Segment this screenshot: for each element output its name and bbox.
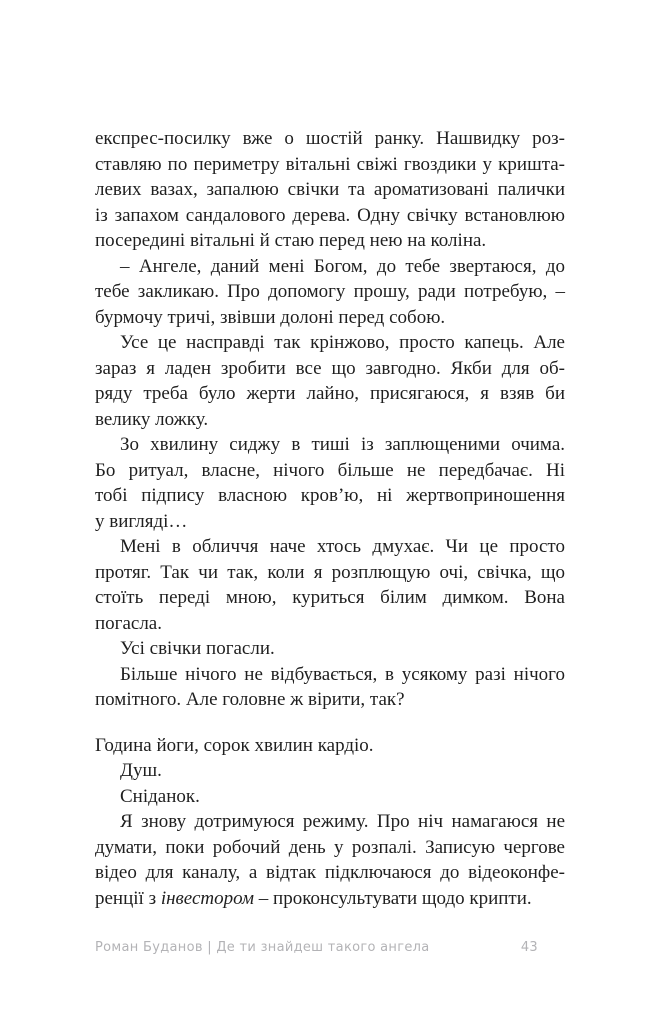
text-line: – Ангеле, даний мені Богом, до тебе звертаюся, до — [120, 255, 565, 277]
footer — [95, 940, 538, 955]
paragraph — [95, 254, 565, 331]
text-line: Я знову дотримуюся режиму. Про ніч намагаюся не — [120, 811, 565, 832]
page-number: 43 — [520, 940, 538, 955]
text-line: погасла. — [95, 612, 162, 634]
italic-term: інвестором — [160, 887, 255, 909]
text-line: бурмочу тричі, звівши долоні перед собою. — [95, 306, 446, 328]
paragraph — [95, 733, 565, 759]
text-line: Бо ритуал, власне, нічого більше не передбачає. Ні — [95, 459, 565, 481]
text-line: велику ложку. — [95, 408, 209, 430]
text-line: Зо хвилину сиджу в тиші із заплющеними очима. — [120, 434, 565, 455]
text-line: думати, поки робочий день у розпалі. Записую чергове — [95, 836, 565, 858]
paragraph — [95, 330, 565, 432]
text-line: експрес-посилку вже о шостій ранку. Нашвидку роз- — [95, 128, 565, 149]
text-line: тобі підпису власною кров’ю, ні жертвоприношення — [95, 485, 565, 506]
text-line: ряду треба було жерти лайно, присягаюся, я взяв би — [95, 383, 565, 404]
paragraph — [95, 809, 565, 911]
text-line: левих вазах, запалюю свічки та ароматизовані палички — [95, 179, 565, 200]
text-line: ренції з інвестором – проконсультувати щодо крипти. — [95, 887, 532, 909]
text-line: ставляю по периметру вітальні свіжі гвоздики у кришта- — [95, 153, 565, 175]
text-line: помітного. Але головне ж вірити, так? — [95, 689, 405, 710]
page-text — [95, 126, 565, 911]
paragraph — [95, 662, 565, 713]
text-line: у вигляді… — [95, 510, 188, 532]
paragraph — [95, 534, 565, 636]
text-line: протяг. Так чи так, коли я розплющую очі, свічка, що — [95, 561, 565, 583]
text-line: Сніданок. — [120, 785, 200, 807]
text-line: Усе це насправді так крінжово, просто капець. Але — [120, 332, 565, 353]
paragraph — [95, 636, 565, 662]
text-line: тебе закликаю. Про допомогу прошу, ради потребую, – — [95, 281, 565, 302]
text-line: Душ. — [120, 760, 162, 781]
text-line: Усі свічки погасли. — [120, 638, 275, 659]
text-line: із запахом сандалового дерева. Одну свічку встановлюю — [95, 204, 565, 226]
text-line: відео для каналу, а відтак підключаюся до відеоконфе- — [95, 862, 565, 883]
text-line: стоїть переді мною, куриться білим димком. Вона — [95, 587, 565, 608]
paragraph — [95, 126, 565, 254]
paragraph — [95, 784, 565, 810]
text-line: зараз я ладен зробити все що завгодно. Якби для об- — [95, 357, 565, 379]
running-title: Роман Буданов | Де ти знайдеш такого ангела — [95, 940, 430, 955]
paragraph — [95, 432, 565, 534]
text-line: посередині вітальні й стаю перед нею на коліна. — [95, 230, 487, 251]
paragraph — [95, 758, 565, 784]
text-line: Мені в обличчя наче хтось дмухає. Чи це просто — [120, 536, 565, 557]
text-line: Більше нічого не відбувається, в усякому разі нічого — [120, 663, 565, 685]
text-line: Година йоги, сорок хвилин кардіо. — [95, 734, 374, 756]
